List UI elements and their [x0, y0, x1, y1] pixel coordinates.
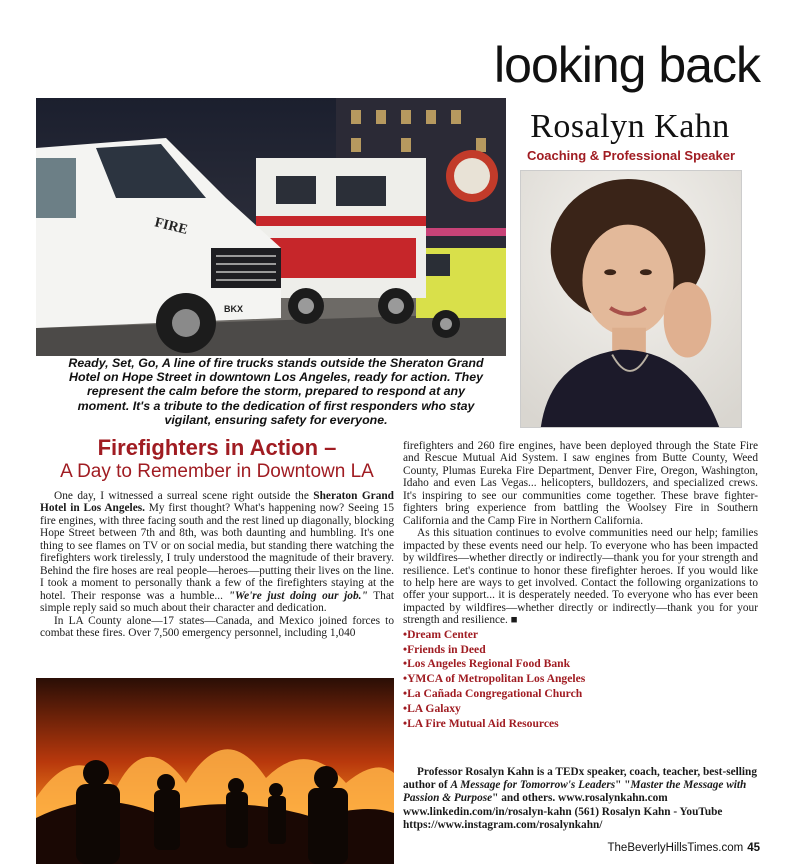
organization-list	[403, 628, 758, 732]
article-subhead: A Day to Remember in Downtown LA	[60, 461, 374, 482]
org-list-item: • LA Fire Mutual Aid Resources	[403, 717, 758, 732]
page-number: 45	[747, 842, 760, 854]
org-list-item: • La Cañada Congregational Church	[403, 687, 758, 702]
author-bio: Professor Rosalyn Kahn is a TEDx speaker, coach, teacher, best-selling author of A Message for Tomorrow's Leaders" "Master the Message with Passion & Purpose" and others. www.rosalynkahn.com www.linkedin.com/in/rosalyn-kahn (561) Rosalyn Kahn - YouTube https://www.instagram.com/rosalynkahn/	[403, 766, 757, 831]
truck-door-label: FIRE	[153, 215, 190, 238]
wildfire-photo	[36, 678, 394, 864]
org-list-item: • YMCA of Metropolitan Los Angeles	[403, 672, 758, 687]
author-portrait	[520, 170, 742, 428]
org-list-item: • Los Angeles Regional Food Bank	[403, 657, 758, 672]
fire-trucks-photo	[36, 98, 506, 356]
org-list-item: • Friends in Deed	[403, 643, 758, 658]
photo-caption: Ready, Set, Go, A line of fire trucks stands outside the Sheraton Grand Hotel on Hope Street in downtown Los Angeles, ready for action. They represent the calm before the storm, prepared to respond at any moment. It's a tribute to the dedication of first responders who stay vigilant, ensuring safety for everyone.	[68, 356, 484, 427]
paragraph-call-to-action: As this situation continues to evolve communities need our help; families impacted by these events need our help. To everyone who has been impacted by wildfires—whether directly or indirectly—thank you for your strength and resilience. Let's continue to honor these firefighter heroes. If you would like to help here are ways to get involved. Contact the following organizations to offer your support... it is desperately needed. To everyone who has ever been impacted by wildfires—whether directly or indirectly—thank you for your strength and resilience. ■	[403, 527, 758, 627]
section-title: looking back	[494, 37, 760, 93]
paragraph-intro: One day, I witnessed a surreal scene right outside the Sheraton Grand Hotel in Los Angeles. My first thought? What's happening now? Seeing 15 fire engines, with three facing south and the rest lined up diagonally, blocking Hope Street between 7th and 8th, was both daunting and humbling. It's one thing to see flames on TV or on social media, but standing there watching the firefighters work tirelessly, I truly understood the magnitude of their bravery. Behind the fire hoses are real people—heroes—putting their lives on the line. I took a moment to personally thank a few of the firefighters staying at the hotel. Their response was a humble... "We're just doing our job." That simple reply said so much about their character and dedication.	[40, 490, 395, 615]
author-title: Coaching & Professional Speaker	[526, 148, 736, 163]
truck-bumper-label: BKX	[224, 304, 244, 314]
article-column-left	[40, 490, 394, 639]
article-column-right	[403, 440, 758, 731]
paragraph-la-county: In LA County alone—17 states—Canada, and Mexico joined forces to combat these fires. Over 7,500 emergency personnel, including 1,040	[40, 614, 394, 639]
paragraph-continued: firefighters and 260 fire engines, have been deployed through the State Fire and Rescue Mutual Aid System. I saw engines from Butte County, Weed County, Plumas Eureka Fire Department, Denver Fire, Oregon, Washington, Idaho and even Las Vegas... helicopters, bulldozers, and specialized crews. It's inspiring to see our communities come together. These brave fighter-fighters bring experience from battling the Woolsey Fire in Southern California and the Camp Fire in Northern California.	[403, 440, 758, 527]
author-name: Rosalyn Kahn	[530, 108, 730, 145]
org-list-item: • LA Galaxy	[403, 702, 758, 717]
publication-site: TheBeverlyHillsTimes.com	[607, 842, 744, 854]
org-list-item: • Dream Center	[403, 628, 758, 643]
article-headline: Firefighters in Action –	[97, 435, 337, 460]
page-footer	[560, 842, 760, 854]
